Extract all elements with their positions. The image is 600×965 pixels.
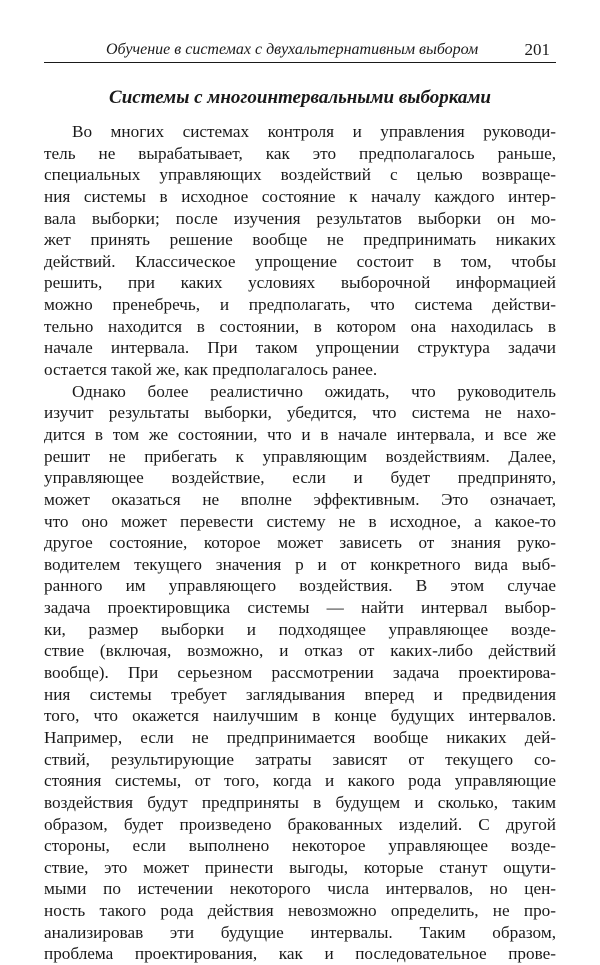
text-line: решит не прибегать к управляющим воздействиям. Далее, (44, 446, 556, 466)
text-line: начале интервала. При таком упрощении структура задачи (44, 338, 556, 358)
text-line: может оказаться не вполне эффективным. Это означает, (44, 489, 556, 509)
text-line: анализировав эти будущие интервалы. Таким образом, (44, 922, 556, 942)
text-line: проблема проектирования, как и последовательное прове- (44, 944, 556, 964)
page-number: 201 (524, 40, 550, 59)
text-line: Во многих системах контроля и управления руководи- (72, 122, 556, 141)
running-header (44, 40, 556, 63)
text-line: что оно может перевести систему не в исходное, а какое-то (44, 511, 556, 531)
text-line: вообще). При серьезном рассмотрении задача проектирова- (44, 663, 556, 683)
text-line: ки, размер выборки и подходящее управляющее возде- (44, 619, 556, 639)
body-text (44, 121, 556, 965)
text-line: стояния системы, от того, когда и какого рода управляющие (44, 771, 556, 791)
text-line: ния системы в исходное состояние к началу каждого интер- (44, 186, 556, 206)
running-title: Обучение в системах с двухальтернативным выбором (106, 41, 479, 58)
text-line: можно пренебречь, и предполагать, что система действи- (44, 295, 556, 315)
text-line: ранного им управляющего воздействия. В этом случае (44, 576, 556, 596)
text-line: ния системы требует заглядывания вперед и предвидения (44, 684, 556, 704)
text-line: вала выборки; после изучения результатов выборки он мо- (44, 208, 556, 228)
text-line: Например, если не предпринимается вообще никаких дей- (44, 727, 556, 747)
text-line: тельно находится в состоянии, в котором она находилась в (44, 316, 556, 336)
text-line: водителем текущего значения p и от конкретного вида выб- (44, 554, 556, 574)
text-line: дится в том же состоянии, что и в начале интервала, и все же (44, 424, 556, 444)
text-line: того, что окажется наилучшим в конце будущих интервалов. (44, 706, 556, 726)
text-line: ствий, результирующие затраты зависят от текущего со- (44, 749, 556, 769)
text-line: действий. Классическое упрощение состоит в том, чтобы (44, 251, 556, 271)
text-line: управляющее воздействие, если и будет предпринято, (44, 468, 556, 488)
text-line: тель не вырабатывает, как это предполагалось раньше, (44, 143, 556, 163)
text-line: ность такого рода действия невозможно определить, не про- (44, 901, 556, 921)
text-line: задача проектировщика системы — найти интервал выбор- (44, 598, 556, 618)
text-line: мыми по истечении некоторого числа интервалов, но цен- (44, 879, 556, 899)
text-line: ствие (включая, возможно, и отказ от каких-либо действий (44, 641, 556, 661)
text-line: остается такой же, как предполагалось ранее. (44, 360, 378, 380)
text-line: воздействия будут предприняты в будущем и сколько, таким (44, 792, 556, 812)
text-line: изучит результаты выборки, убедится, что система не нахо- (44, 403, 556, 423)
text-line: специальных управляющих воздействий с целью возвраще- (44, 165, 556, 185)
text-line: образом, будет произведено бракованных изделий. С другой (44, 814, 556, 834)
text-line: жет принять решение вообще не предпринимать никаких (44, 230, 556, 250)
text-line: Однако более реалистично ожидать, что руководитель (72, 381, 556, 401)
text-line: ствие, это может принести выгоды, которые станут ощути- (44, 857, 556, 877)
text-line: решить, при каких условиях выборочной информацией (44, 273, 556, 293)
section-title: Системы с многоинтервальными выборками (109, 87, 491, 108)
text-line: стороны, если выполнено некоторое управляющее возде- (44, 836, 556, 856)
text-line: другое состояние, которое может зависеть от знания руко- (44, 533, 556, 553)
